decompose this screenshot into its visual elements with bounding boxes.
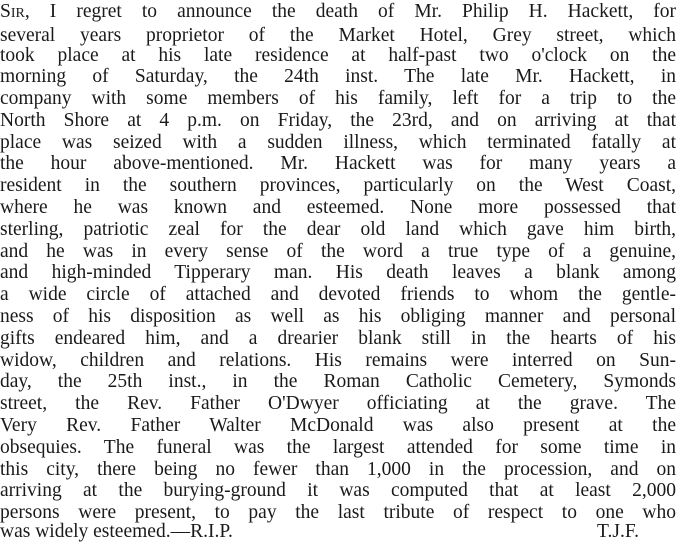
article-line-22: this city, there being no fewer than 1,000 in the procession, and on (0, 459, 676, 480)
article-line-20: Very Rev. Father Walter McDonald was also present at the (0, 415, 676, 436)
article-line-8: the hour above-mentioned. Mr. Hackett was for many years a (0, 153, 676, 174)
salutation: Sir (0, 1, 25, 22)
article-line-18: day, the 25th inst., in the Roman Catholic Cemetery, Symonds (0, 371, 676, 392)
article-line-24: persons were present, to pay the last tribute of respect to one who (0, 502, 676, 523)
article-line-14: a wide circle of attached and devoted friends to whom the gentle- (0, 284, 676, 305)
article-line-1: Sir, I regret to announce the death of Mr. Philip H. Hackett, for (0, 1, 676, 22)
article-line-19: street, the Rev. Father O'Dwyer officiating at the grave. The (0, 393, 676, 414)
article-line-7: place was seized with a sudden illness, which terminated fatally at (0, 132, 676, 153)
article-line-6: North Shore at 4 p.m. on Friday, the 23rd, and on arriving at that (0, 110, 676, 131)
article-line-15: ness of his disposition as well as his obliging manner and personal (0, 306, 676, 327)
article-line-16: gifts endeared him, and a drearier blank still in the hearts of his (0, 328, 676, 349)
article-line-2: several years proprietor of the Market Hotel, Grey street, which (0, 25, 676, 46)
article-line-13: and high-minded Tipperary man. His death leaves a blank among (0, 262, 676, 283)
article-line-17: widow, children and relations. His remains were interred on Sun- (0, 350, 676, 371)
article-line-25: was widely esteemed.—R.I.P. (0, 521, 233, 542)
article-line-21: obsequies. The funeral was the largest attended for some time in (0, 437, 676, 458)
signature: T.J.F. (597, 521, 639, 542)
article-line-3: took place at his late residence at half-past two o'clock on the (0, 45, 676, 66)
article-line-10: where he was known and esteemed. None more possessed that (0, 197, 676, 218)
article-line-5: company with some members of his family, left for a trip to the (0, 88, 676, 109)
article-line-23: arriving at the burying-ground it was computed that at least 2,000 (0, 480, 676, 501)
article-line-9: resident in the southern provinces, particularly on the West Coast, (0, 175, 676, 196)
article-line-12: and he was in every sense of the word a true type of a genuine, (0, 241, 676, 262)
article-line-11: sterling, patriotic zeal for the dear old land which gave him birth, (0, 219, 676, 240)
article-line-4: morning of Saturday, the 24th inst. The late Mr. Hackett, in (0, 66, 676, 87)
